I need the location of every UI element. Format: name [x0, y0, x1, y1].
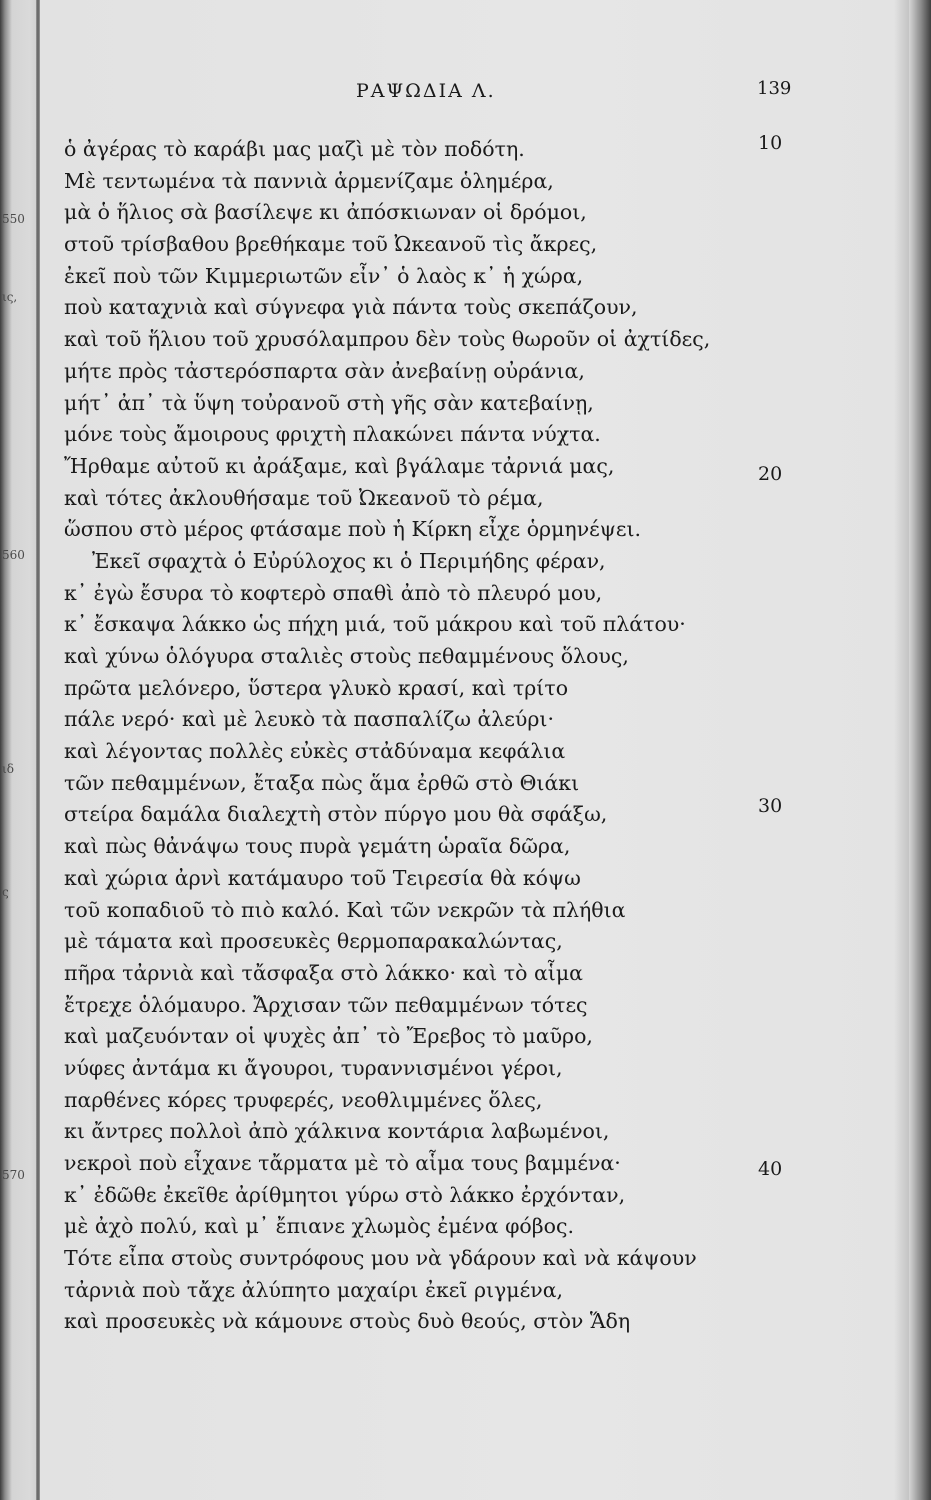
poem-line: τῶν πεθαμμένων, ἔταξα πὼς ἅμα ἐρθῶ στὸ Θιάκι	[64, 770, 580, 795]
poem-line: πρῶτα μελόνερο, ὕστερα γλυκὸ κρασί, καὶ τρίτο	[64, 675, 569, 700]
poem-line: μὲ ἀχὸ πολύ, καὶ μ᾽ ἔπιανε χλωμὸς ἐμένα φόβος.	[64, 1214, 574, 1239]
previous-page-margin-number: 570	[2, 1168, 25, 1182]
poem-line: στοῦ τρίσβαθου βρεθήκαμε τοῦ Ὠκεανοῦ τὶς ἄκρες,	[64, 232, 598, 257]
poem-line: καὶ μαζευόνταν οἱ ψυχὲς ἀπ᾽ τὸ Ἔρεβος τὸ μαῦρο,	[64, 1024, 593, 1049]
verse-line-number: 40	[758, 1158, 783, 1180]
running-header-title: ΡΑΨΩΔΙΑ Λ.	[356, 80, 496, 102]
poem-line: μήτε πρὸς τἀστερόσπαρτα σὰν ἀνεβαίνῃ οὐράνια,	[64, 358, 585, 383]
poem-line: τοῦ κοπαδιοῦ τὸ πιὸ καλό. Καὶ τῶν νεκρῶν τὰ πλήθια	[64, 897, 626, 922]
poem-line: πῆρα τἀρνιὰ καὶ τἄσφαξα στὸ λάκκο· καὶ τὸ αἷμα	[64, 960, 583, 985]
poem-line: ποὺ καταχνιὰ καὶ σύγνεφα γιὰ πάντα τοὺς σκεπάζουν,	[64, 295, 638, 320]
book-spine	[36, 0, 40, 1500]
verse-line-number: 30	[758, 795, 783, 817]
poem-line: Τότε εἶπα στοὺς συντρόφους μου νὰ γδάρουν καὶ νὰ κάψουν	[64, 1246, 697, 1271]
poem-line: κ᾽ ἐδῶθε ἐκεῖθε ἀρίθμητοι γύρω στὸ λάκκο ἐρχόνταν,	[64, 1182, 626, 1207]
poem-line: Ἐκεῖ σφαχτὰ ὁ Εὐρύλοχος κι ὁ Περιμήδης φέραν,	[92, 548, 606, 573]
poem-line: μὰ ὁ ἥλιος σὰ βασίλεψε κι ἀπόσκιωναν οἱ δρόμοι,	[64, 200, 587, 225]
previous-page-edge	[0, 0, 38, 1500]
poem-line: ὁ ἀγέρας τὸ καράβι μας μαζὶ μὲ τὸν ποδότη.	[64, 137, 525, 161]
poem-line: καὶ τότες ἀκλουθήσαμε τοῦ Ὠκεανοῦ τὸ ρέμα,	[64, 485, 544, 510]
poem-line: καὶ χύνω ὁλόγυρα σταλιὲς στοὺς πεθαμμένους ὅλους,	[64, 644, 629, 668]
previous-page-margin-number: ιδ	[2, 762, 14, 776]
poem-line: μόνε τοὺς ἄμοιρους φριχτὴ πλακώνει πάντα νύχτα.	[64, 422, 601, 447]
page-number: 139	[757, 78, 792, 99]
poem-line: καὶ τοῦ ἥλιου τοῦ χρυσόλαμπρου δὲν τοὺς θωροῦν οἱ ἀχτίδες,	[64, 327, 711, 352]
poem-text	[64, 134, 784, 1338]
poem-line: μὲ τάματα καὶ προσευκὲς θερμοπαρακαλώντας,	[64, 929, 563, 954]
verse-line-number: 10	[758, 132, 783, 154]
poem-line: κ᾽ ἐγὼ ἔσυρα τὸ κοφτερὸ σπαθὶ ἀπὸ τὸ πλευρό μου,	[64, 580, 603, 605]
poem-line: ὥσπου στὸ μέρος φτάσαμε ποὺ ἡ Κίρκη εἶχε ὁρμηνέψει.	[64, 517, 642, 542]
poem-line: νύφες ἀντάμα κι ἄγουροι, τυραννισμένοι γέροι,	[64, 1055, 563, 1080]
poem-line: μήτ᾽ ἀπ᾽ τὰ ὕψη τοὐρανοῦ στὴ γῆς σὰν κατεβαίνῃ,	[64, 390, 594, 415]
page-right-edge	[909, 0, 931, 1500]
poem-line: καὶ πὼς θἀνάψω τους πυρὰ γεμάτη ὡραῖα δῶρα,	[64, 834, 571, 859]
poem-line: καὶ προσευκὲς νὰ κάμουνε στοὺς δυὸ θεούς, στὸν Ἅδη	[64, 1309, 631, 1334]
poem-line: Ἤρθαμε αὐτοῦ κι ἀράξαμε, καὶ βγάλαμε τἀρνιά μας,	[64, 453, 615, 478]
poem-line: στείρα δαμάλα διαλεχτὴ στὸν πύργο μου θὰ σφάξω,	[64, 802, 608, 827]
previous-page-margin-number: 550	[2, 212, 25, 226]
poem-line: ἐκεῖ ποὺ τῶν Κιμμεριωτῶν εἶν᾽ ὁ λαὸς κ᾽ ἡ χώρα,	[64, 263, 584, 288]
previous-page-margin-number: 560	[2, 548, 25, 562]
poem-line: καὶ χώρια ἀρνὶ κατάμαυρο τοῦ Τειρεσία θὰ κόψω	[64, 865, 581, 890]
poem-line: νεκροὶ ποὺ εἶχανε τἄρματα μὲ τὸ αἷμα τους βαμμένα·	[64, 1151, 621, 1175]
poem-line: κ᾽ ἔσκαψα λάκκο ὡς πήχη μιά, τοῦ μάκρου καὶ τοῦ πλάτου·	[64, 612, 686, 637]
poem-line: πάλε νερό· καὶ μὲ λευκὸ τὰ πασπαλίζω ἀλεύρι·	[64, 707, 554, 732]
poem-line: παρθένες κόρες τρυφερές, νεοθλιμμένες ὅλες,	[64, 1087, 543, 1112]
poem-line: κι ἄντρες πολλοὶ ἀπὸ χάλκινα κοντάρια λαβωμένοι,	[64, 1119, 610, 1144]
poem-line: τἀρνιὰ ποὺ τἄχε ἀλύπητο μαχαίρι ἐκεῖ ριγμένα,	[64, 1277, 564, 1302]
verse-line-number: 20	[758, 463, 783, 485]
poem-line: καὶ λέγοντας πολλὲς εὐκὲς στἀδύναμα κεφάλια	[64, 739, 566, 764]
poem-line: Μὲ τεντωμένα τὰ παννιὰ ἁρμενίζαμε ὁλημέρα,	[64, 168, 554, 193]
previous-page-margin-number: ις,	[2, 290, 18, 304]
previous-page-margin-number: ς	[2, 885, 9, 899]
poem-line: ἔτρεχε ὁλόμαυρο. Ἄρχισαν τῶν πεθαμμένων τότες	[64, 992, 588, 1017]
